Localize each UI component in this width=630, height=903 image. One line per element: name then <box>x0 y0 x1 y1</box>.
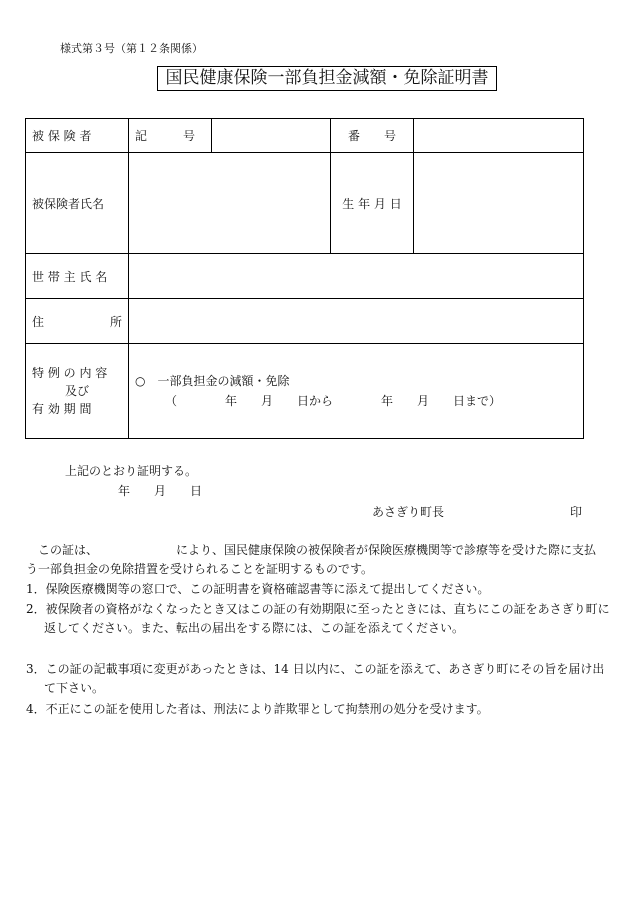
special-content-line1: ○ 一部負担金の減額・免除 <box>135 374 290 388</box>
document-title: 国民健康保険一部負担金減額・免除証明書 <box>157 66 497 91</box>
note-4: 4．不正にこの証を使用した者は、刑法により詐欺罪として拘禁刑の処分を受けます。 <box>26 702 489 716</box>
note-1: 1．保険医療機関等の窓口で、この証明書を資格確認書等に添えて提出してください。 <box>26 582 490 596</box>
special-content <box>129 344 584 439</box>
special-label: 特 例 の 内 容 及び 有 効 期 間 <box>26 344 129 439</box>
insured-name-field[interactable] <box>129 153 331 254</box>
address-label: 住 所 <box>26 299 129 344</box>
certify-text: 上記のとおり証明する。 <box>65 464 198 478</box>
address-field[interactable] <box>129 299 584 344</box>
number-label: 番 号 <box>331 119 414 153</box>
insured-name-label: 被保険者氏名 <box>26 153 129 254</box>
householder-label: 世 帯 主 氏 名 <box>26 254 129 299</box>
householder-field[interactable] <box>129 254 584 299</box>
birthdate-field[interactable] <box>414 153 584 254</box>
symbol-field[interactable] <box>212 119 331 153</box>
birthdate-label: 生 年 月 日 <box>331 153 414 254</box>
insured-label: 被 保 険 者 <box>26 119 129 153</box>
symbol-label: 記 号 <box>129 119 212 153</box>
note-3: 3．この証の記載事項に変更があったときは、14 日以内に、この証を添えて、あさぎり町にその旨を届け出て下さい。 <box>26 662 605 695</box>
form-number: 様式第３号（第１２条関係） <box>60 42 203 55</box>
note-2: 2．被保険者の資格がなくなったとき又はこの証の有効期限に至ったときには、直ちにこの証をあさぎり町に返してください。また、転出の届出をする際には、この証を添えてください。 <box>26 602 610 635</box>
date-text: 年 月 日 <box>118 484 203 498</box>
intro-paragraph: この証は、 により、国民健康保険の被保険者が保険医療機関等で診療等を受けた際に支払う一部負担金の免除措置を受けられることを証明するものです。 <box>26 543 597 576</box>
certificate-table <box>25 118 584 439</box>
special-content-line2: （ 年 月 日から 年 月 日まで） <box>165 394 502 408</box>
mayor-text: あさぎり町長 <box>372 505 445 519</box>
number-field[interactable] <box>414 119 584 153</box>
seal-text: 印 <box>570 505 583 519</box>
